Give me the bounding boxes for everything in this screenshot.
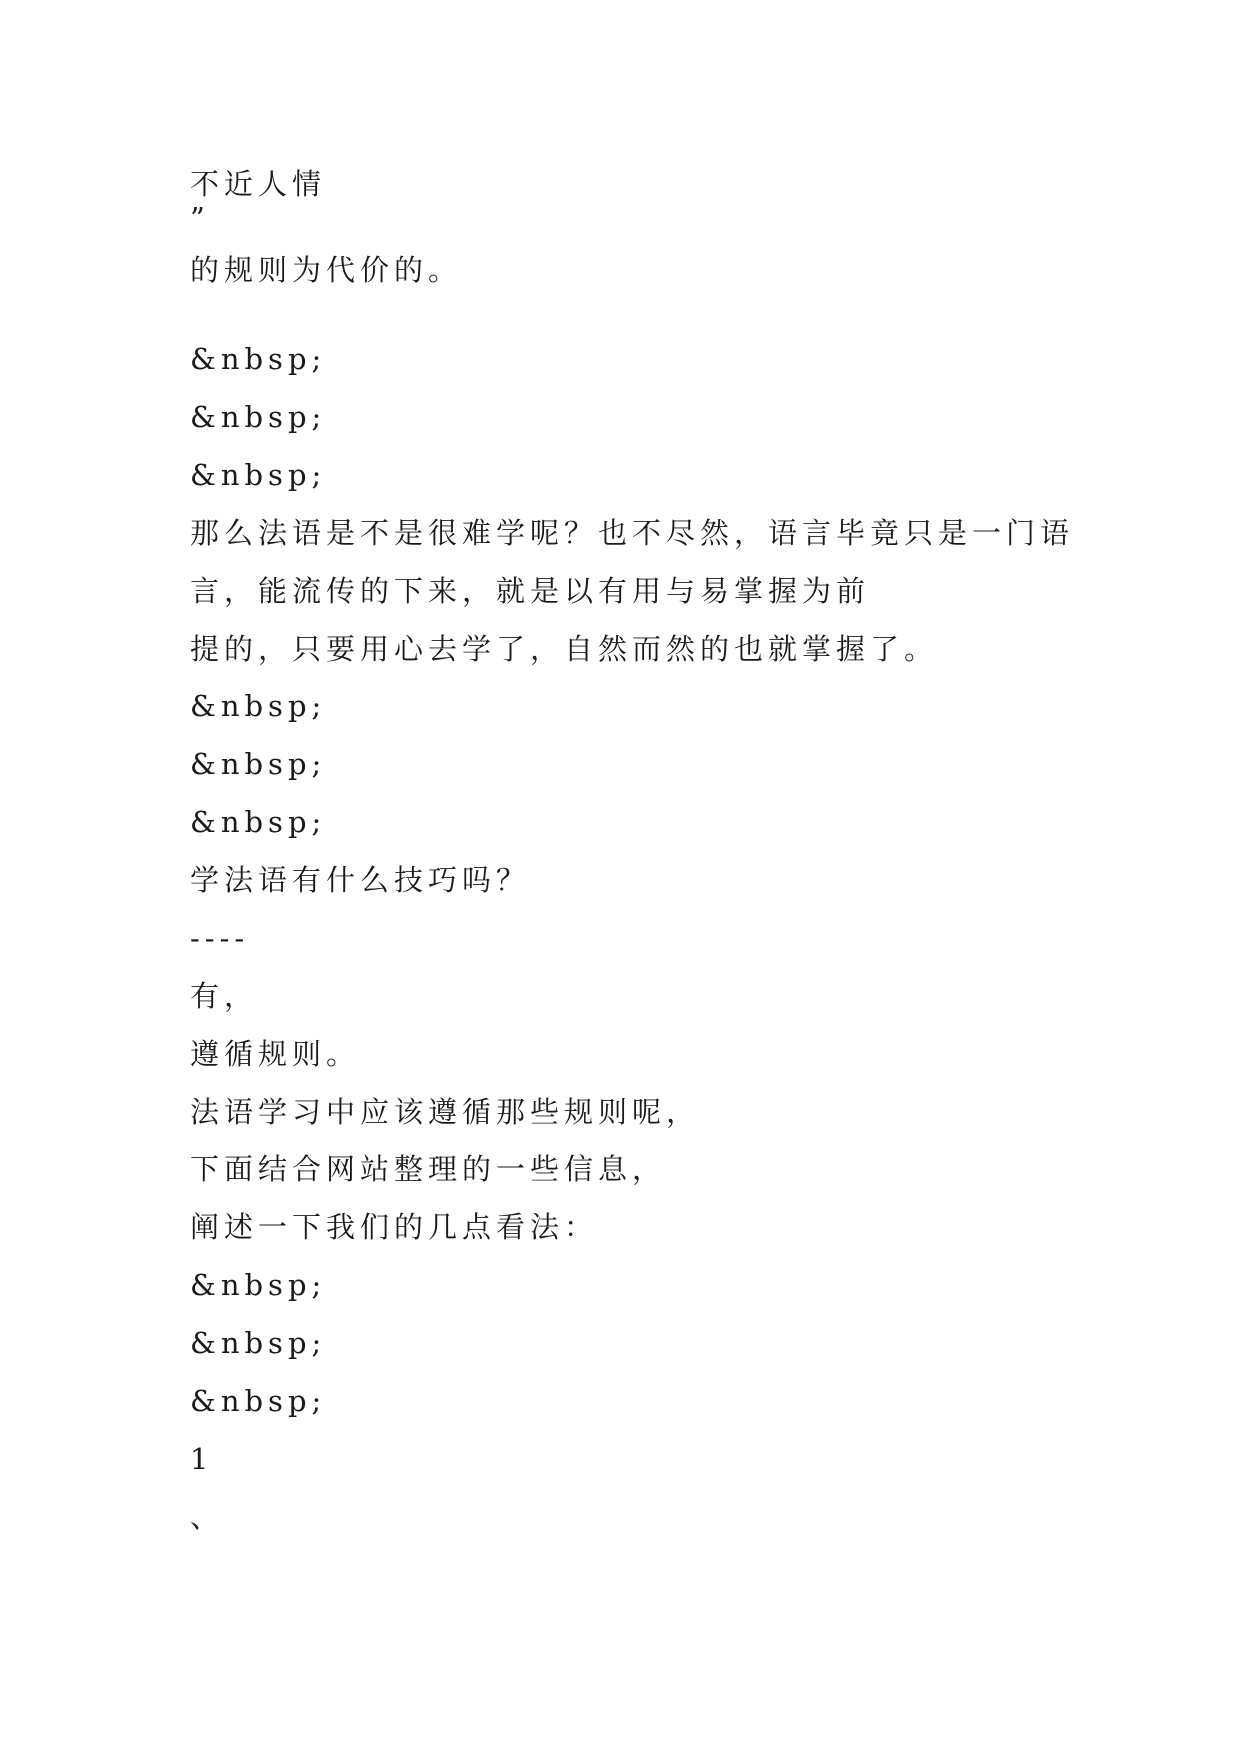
text-line: 下面结合网站整理的一些信息， xyxy=(190,1152,667,1186)
text-line: 阐述一下我们的几点看法： xyxy=(190,1210,599,1244)
text-line: &nbsp; xyxy=(190,1268,327,1302)
text-line: 、 xyxy=(190,1500,225,1534)
text-line: &nbsp; xyxy=(190,1384,327,1418)
text-line: 学法语有什么技巧吗？ xyxy=(190,863,531,897)
text-line: &nbsp; xyxy=(190,1326,327,1360)
text-line: &nbsp; xyxy=(190,400,327,434)
text-line: &nbsp; xyxy=(190,805,327,839)
text-line: &nbsp; xyxy=(190,342,327,376)
text-line: 有， xyxy=(190,979,259,1013)
text-line: 法语学习中应该遵循那些规则呢， xyxy=(190,1095,701,1129)
text-line: &nbsp; xyxy=(190,747,327,781)
text-line: 1 xyxy=(190,1442,214,1476)
text-line: &nbsp; xyxy=(190,689,327,723)
text-line: 那么法语是不是很难学呢？也不尽然，语言毕竟只是一门语 xyxy=(190,516,1075,550)
text-line: &nbsp; xyxy=(190,458,327,492)
text-line: ---- xyxy=(190,921,250,955)
text-line: 的规则为代价的。 xyxy=(190,253,463,287)
text-line: ” xyxy=(190,201,210,235)
text-line: 言，能流传的下来，就是以有用与易掌握为前 xyxy=(190,574,871,608)
text-line: 不近人情 xyxy=(190,167,327,201)
text-line: 提的，只要用心去学了，自然而然的也就掌握了。 xyxy=(190,632,939,666)
text-line: 遵循规则。 xyxy=(190,1037,361,1071)
